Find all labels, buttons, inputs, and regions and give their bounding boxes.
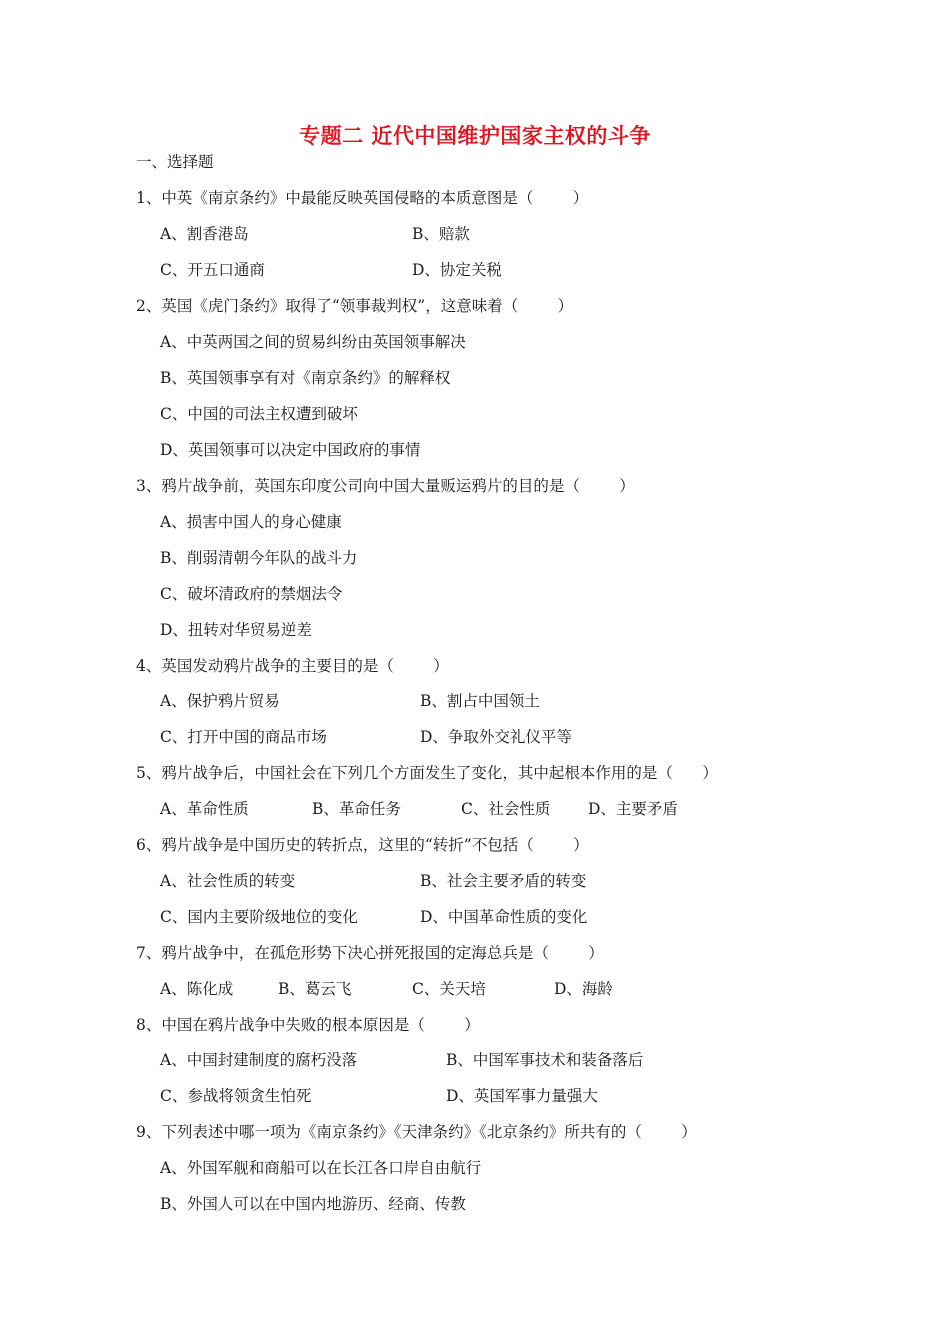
question-9-option-a: A、外国军舰和商船可以在长江各口岸自由航行 xyxy=(160,1159,482,1177)
document-title: 专题二 近代中国维护国家主权的斗争 xyxy=(299,124,651,148)
question-4-option-d: D、争取外交礼仪平等 xyxy=(420,728,572,746)
question-3-option-c: C、破坏清政府的禁烟法令 xyxy=(160,585,343,603)
question-2-option-b: B、英国领事享有对《南京条约》的解释权 xyxy=(160,369,451,387)
question-5-option-c: C、社会性质 xyxy=(461,800,551,818)
question-6-option-a: A、社会性质的转变 xyxy=(160,872,296,890)
question-9-stem: 9、下列表述中哪一项为《南京条约》《天津条约》《北京条约》所共有的（ ） xyxy=(136,1123,697,1141)
question-8-option-d: D、英国军事力量强大 xyxy=(446,1087,598,1105)
question-6-stem: 6、鸦片战争是中国历史的转折点，这里的“转折”不包括（ ） xyxy=(136,836,589,854)
question-5-option-b: B、革命任务 xyxy=(312,800,401,818)
question-2-stem: 2、英国《虎门条约》取得了“领事裁判权”，这意味着（ ） xyxy=(136,297,574,315)
question-4-option-a: A、保护鸦片贸易 xyxy=(160,692,280,710)
question-2-option-d: D、英国领事可以决定中国政府的事情 xyxy=(160,441,421,459)
question-4-option-c: C、打开中国的商品市场 xyxy=(160,728,327,746)
question-3-stem: 3、鸦片战争前，英国东印度公司向中国大量贩运鸦片的目的是（ ） xyxy=(136,477,635,495)
section-heading: 一、选择题 xyxy=(136,153,214,171)
question-3-option-d: D、扭转对华贸易逆差 xyxy=(160,621,312,639)
question-8-option-a: A、中国封建制度的腐朽没落 xyxy=(160,1051,358,1069)
question-7-option-a: A、陈化成 xyxy=(160,980,234,998)
question-1-option-d: D、协定关税 xyxy=(412,261,502,279)
question-3-option-b: B、削弱清朝今年队的战斗力 xyxy=(160,549,358,567)
question-7-option-b: B、葛云飞 xyxy=(278,980,352,998)
question-7-stem: 7、鸦片战争中，在孤危形势下决心拼死报国的定海总兵是（ ） xyxy=(136,944,604,962)
question-8-stem: 8、中国在鸦片战争中失败的根本原因是（ ） xyxy=(136,1016,480,1034)
question-6-option-b: B、社会主要矛盾的转变 xyxy=(420,872,587,890)
question-1-option-b: B、赔款 xyxy=(412,225,470,243)
question-1-option-c: C、开五口通商 xyxy=(160,261,265,279)
question-3-option-a: A、损害中国人的身心健康 xyxy=(160,513,342,531)
question-1-option-a: A、割香港岛 xyxy=(160,225,249,243)
question-4-stem: 4、英国发动鸦片战争的主要目的是（ ） xyxy=(136,657,449,675)
question-2-option-a: A、中英两国之间的贸易纠纷由英国领事解决 xyxy=(160,333,466,351)
question-4-option-b: B、割占中国领土 xyxy=(420,692,540,710)
question-8-option-b: B、中国军事技术和装备落后 xyxy=(446,1051,644,1069)
question-6-option-c: C、国内主要阶级地位的变化 xyxy=(160,908,358,926)
question-7-option-d: D、海龄 xyxy=(554,980,613,998)
question-5-option-d: D、主要矛盾 xyxy=(588,800,678,818)
question-2-option-c: C、中国的司法主权遭到破坏 xyxy=(160,405,358,423)
question-9-option-b: B、外国人可以在中国内地游历、经商、传教 xyxy=(160,1195,466,1213)
question-8-option-c: C、参战将领贪生怕死 xyxy=(160,1087,312,1105)
question-5-stem: 5、鸦片战争后，中国社会在下列几个方面发生了变化，其中起根本作用的是（ ） xyxy=(136,764,718,782)
question-5-option-a: A、革命性质 xyxy=(160,800,249,818)
question-7-option-c: C、关天培 xyxy=(412,980,486,998)
question-6-option-d: D、中国革命性质的变化 xyxy=(420,908,588,926)
question-1-stem: 1、中英《南京条约》中最能反映英国侵略的本质意图是（ ） xyxy=(136,189,589,207)
